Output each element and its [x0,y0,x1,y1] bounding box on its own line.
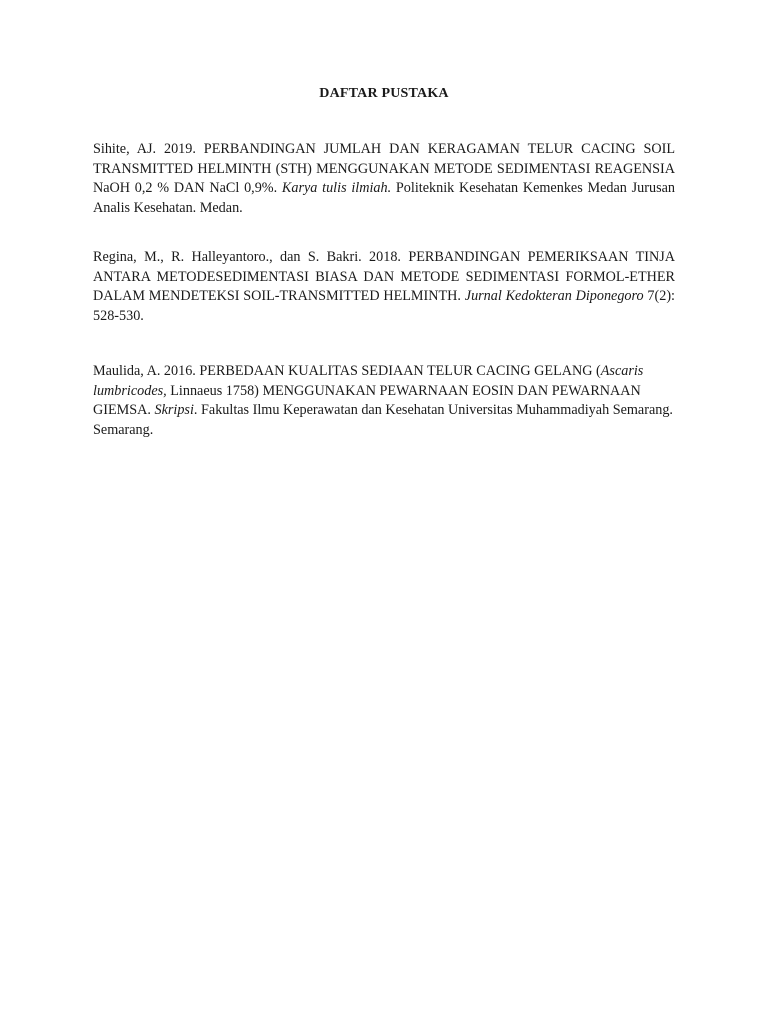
reference-text: 7(2): 528-530. [93,288,675,324]
reference-italic-text: Ascaris lumbricodes, [93,363,644,399]
reference-italic-text: Jurnal Kedokteran Diponegoro [464,288,644,304]
reference-text: Politeknik Kesehatan Kemenkes Medan Jurusan Analis Kesehatan. Medan. [93,180,675,216]
reference-text: Linnaeus 1758) MENGGUNAKAN PEWARNAAN EOSIN DAN PEWARNAAN GIEMSA. [93,382,641,418]
reference-text: Maulida, A. 2016. PERBEDAAN KUALITAS SEDIAAN TELUR CACING GELANG ( [93,363,601,379]
reference-text: . Fakultas Ilmu Keperawatan dan Kesehatan Universitas Muhammadiyah Semarang. Semarang. [93,402,673,438]
reference-entry-maulida [93,362,675,440]
reference-italic-text: Skripsi [154,402,194,418]
reference-entry-sihite [93,140,675,218]
page-title: DAFTAR PUSTAKA [319,86,449,101]
reference-entry-regina [93,248,675,326]
reference-text: Regina, M., R. Halleyantoro., dan S. Bakri. 2018. PERBANDINGAN PEMERIKSAAN TINJA ANTARA METODESEDIMENTASI BIASA DAN METODE SEDIMENTASI FORMOL-ETHER DALAM MENDETEKSI SOIL-TRANSMITTED HELMINTH. [93,249,675,304]
reference-italic-text: Karya tulis ilmiah. [281,180,392,196]
reference-text: Sihite, AJ. 2019. PERBANDINGAN JUMLAH DAN KERAGAMAN TELUR CACING SOIL TRANSMITTED HELMINTH (STH) MENGGUNAKAN METODE SEDIMENTASI REAGENSIA NaOH 0,2 % DAN NaCl 0,9%. [93,141,675,196]
